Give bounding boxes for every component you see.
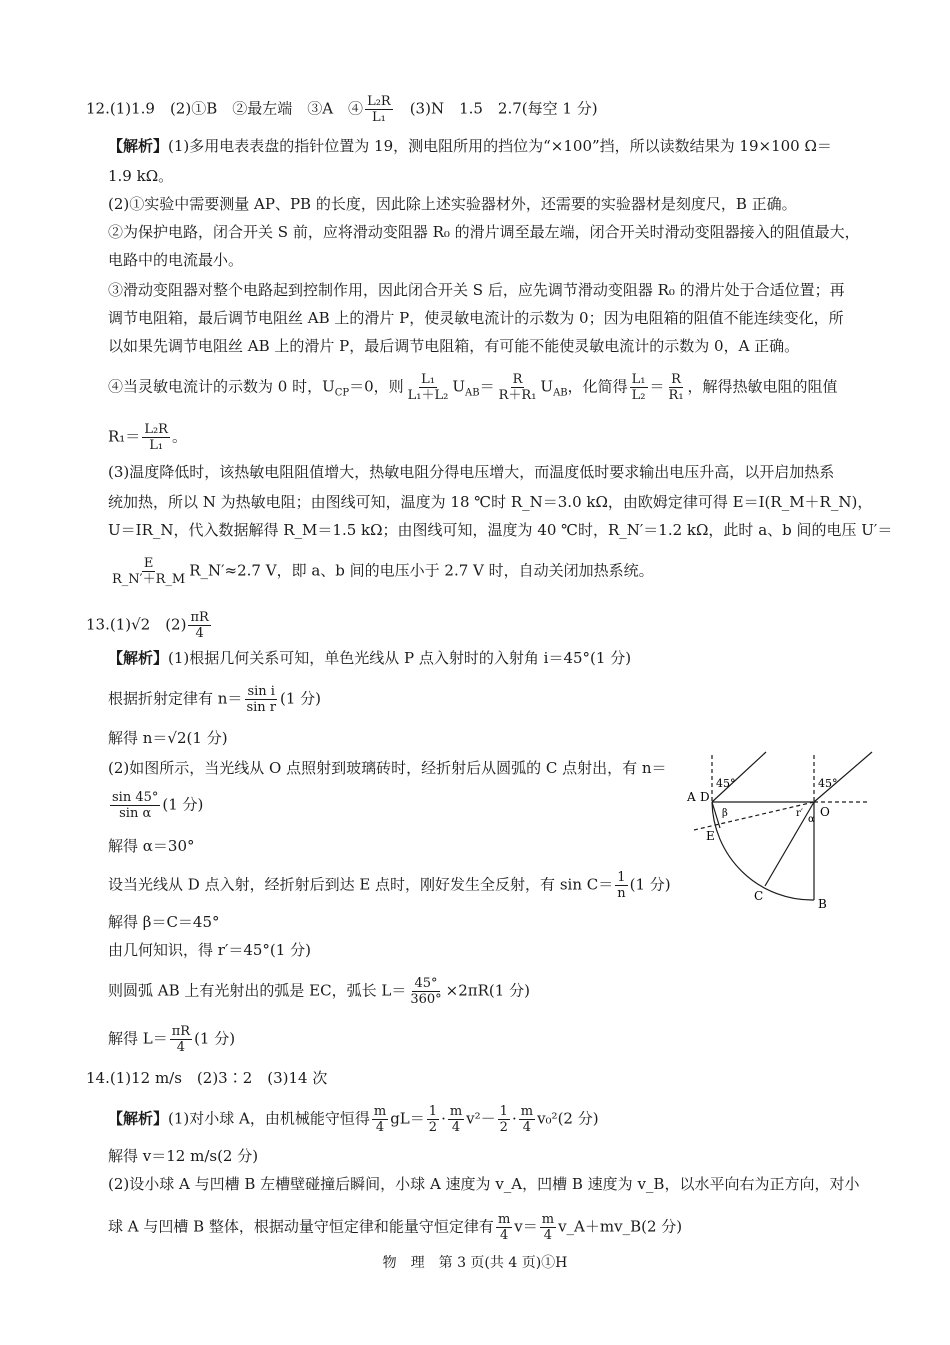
fraction: $\frac{\text{L₂R}}{\text{L₁}}$ [367,94,391,125]
label-b: B [818,897,827,911]
label-a: A [687,790,696,804]
q12-analysis-line-13: U＝IR_N，代入数据解得 R_M＝1.5 kΩ；由图线可知，温度为 40 ℃时，R_N′＝1.2 kΩ，此时 a、b 间的电压 U′＝ [108,521,893,539]
q13-analysis-line-2: 根据折射定律有 n＝ $\frac{\text{sin i}}{\text{sin r}}$ (1 分) [108,684,322,715]
q12-analysis-line-11: (3)温度降低时，该热敏电阻阻值增大，热敏电阻分得电压增大，而温度低时要求输出电压升高，以开启加热系 [108,463,835,481]
q12-analysis-line-8: 以如果先调节电阻丝 AB 上的滑片 P，最后调节电阻箱，有可能不能使灵敏电流计的示数为 0，A 正确。 [108,337,800,355]
q14-analysis-line-3: (2)设小球 A 与凹槽 B 左槽壁碰撞后瞬间，小球 A 速度为 v_A，凹槽 B 速度为 v_B，以水平向右为正方向，对小 [108,1175,860,1193]
q13-analysis-line-3: 解得 n＝√2(1 分) [108,729,228,747]
q12-answer: 12.(1)1.9 (2)①B ②最左端 ③A ④ $\frac{\text{L₂R}}{\text{L₁}}$ (3)N 1.5 2.7(每空 1 分) [86,94,598,125]
q14-analysis-line-2: 解得 v＝12 m/s(2 分) [108,1147,259,1165]
label-alpha: α [808,814,815,825]
page-footer: 物 理 第 3 页(共 4 页)①H [382,1255,568,1271]
label-e: E [706,829,715,843]
q12-analysis-line-9: ④当灵敏电流计的示数为 0 时，$U_{CP}=0$，则 $\frac{\text{L₁}}{\text{L₁＋L₂}}$ $U_{AB}=$ $\frac{R}{\text{R＋R₁}}$ $U_{AB}$，化简得 $\frac{\text{L₁}}{\text{L₂}}$ ＝ $\frac{R}{\text{R₁}}$ ，解得热敏电阻的阻值 [108,372,838,403]
label-o: O [820,805,830,819]
q12-analysis-line-14: $\frac{E}{R\_N'+R\_M}$ R_N′≈2.7 V，即 a、b 间的电压小于 2.7 V 时，自动关闭加热系统。 [112,556,654,587]
q13-answer: 13.(1)√2 (2) $\frac{\pi R}{4}$ [86,610,209,641]
angle-left: 45° [716,777,736,790]
q13-analysis-line-4: (2)如图所示，当光线从 O 点照射到玻璃砖时，经折射后从圆弧的 C 点射出，有 n＝ [108,759,667,777]
q12-analysis-line-10: R₁＝ $\frac{\text{L₂R}}{\text{L₁}}$ 。 [108,422,187,453]
q12-analysis-line-3: (2)①实验中需要测量 AP、PB 的长度，因此除上述实验器材外，还需要的实验器材是刻度尺，B 正确。 [108,195,797,213]
q12-analysis-line-5: 电路中的电流最小。 [108,251,244,269]
optics-figure [680,750,880,915]
q12-analysis-line-12: 统加热，所以 N 为热敏电阻；由图线可知，温度为 18 ℃时 R_N＝3.0 kΩ，由欧姆定律可得 E＝I(R_M＋R_N)， [108,493,873,511]
q14-analysis-line-1: 【解析】(1)对小球 A，由机械能守恒得 $\frac{m}{4}$ gL＝ $\frac{1}{2}$ · $\frac{m}{4}$ v²－ $\frac{1}{2}$ · $\frac{m}{4}$ v₀²(2 分) [108,1104,599,1135]
q14-answer: 14.(1)12 m/s (2)3∶2 (3)14 次 [86,1069,328,1087]
q13-analysis-line-1: 【解析】(1)根据几何关系可知，单色光线从 P 点入射时的入射角 i＝45°(1 分) [108,649,632,667]
q14-analysis-line-4: 球 A 与凹槽 B 整体，根据动量守恒定律和能量守恒定律有 $\frac{m}{4}$ v＝ $\frac{m}{4}$ v_A＋mv_B(2 分) [108,1212,683,1243]
q12-analysis-line-2: 1.9 kΩ。 [108,167,174,185]
q13-analysis-line-6: 解得 α＝30° [108,837,195,855]
label-c: C [754,889,764,903]
q13-analysis-line-8: 解得 β＝C＝45° [108,913,220,931]
label-d: D [700,790,710,804]
angle-right: 45° [818,777,838,790]
q12-analysis-line-4: ②为保护电路，闭合开关 S 前，应将滑动变阻器 R₀ 的滑片调至最左端，闭合开关时滑动变阻器接入的阻值最大， [108,223,860,241]
q13-analysis-line-5: $\frac{\sin 45^\circ}{\text{sin α}}$ (1 分) [112,790,204,821]
q13-analysis-line-9: 由几何知识，得 r′＝45°(1 分) [108,941,311,959]
q12-analysis-line-6: ③滑动变阻器对整个电路起到控制作用，因此闭合开关 S 后，应先调节滑动变阻器 R₀ 的滑片处于合适位置；再 [108,281,845,299]
label-beta: β [722,808,728,819]
q13-analysis-line-7: 设当光线从 D 点入射，经折射后到达 E 点时，刚好发生全反射，有 sin C＝ $\frac{1}{n}$ (1 分) [108,870,671,901]
q12-analysis-line-7: 调节电阻箱，最后调节电阻丝 AB 上的滑片 P，使灵敏电流计的示数为 0；因为电阻箱的阻值不能连续变化，所 [108,309,844,327]
label-r-prime: r′ [796,808,804,819]
q12-analysis-line-1: 【解析】(1)多用电表表盘的指针位置为 19，测电阻所用的挡位为“×100”挡，所以读数结果为 19×100 Ω＝ [108,137,832,155]
q13-analysis-line-10: 则圆弧 AB 上有光射出的弧是 EC，弧长 L＝ $\frac{45^\circ}{360^\circ}$ ×2πR(1 分) [108,976,530,1007]
q13-analysis-line-11: 解得 L＝ $\frac{\pi R}{4}$ (1 分) [108,1024,236,1055]
